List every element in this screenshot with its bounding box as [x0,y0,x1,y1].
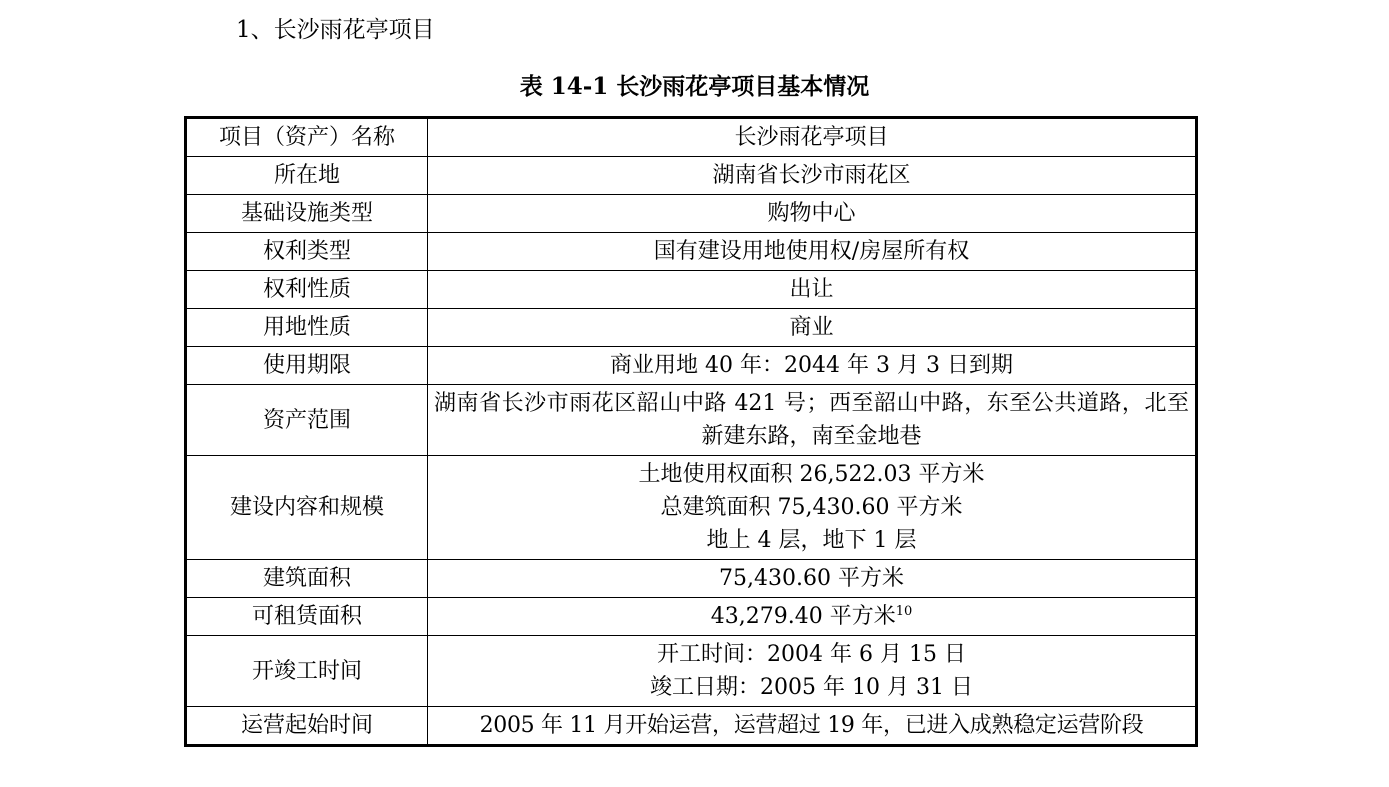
row-value-right-type [428,233,1197,271]
value-line: 75,430.60 平方米 [719,566,904,591]
row-label-start-completion-time: 开竣工时间 [186,636,428,707]
value-line: 出让 [789,277,834,302]
value-line: 开工时间：2004 年 6 月 15 日 [657,642,966,667]
row-value-term [428,347,1197,385]
value-line: 竣工日期：2005 年 10 月 31 日 [650,675,973,700]
row-value-project-name [428,118,1197,157]
row-value-right-nature [428,271,1197,309]
row-label-building-area: 建筑面积 [186,560,428,598]
row-label-infrastructure-type: 基础设施类型 [186,195,428,233]
value-line: 商业用地 40 年：2044 年 3 月 3 日到期 [610,353,1013,378]
value-line: 购物中心 [767,201,856,226]
table-row [186,560,1197,598]
leasable-area-text: 43,279.40 平方米 [710,604,896,629]
table-row [186,707,1197,746]
row-value-land-use [428,309,1197,347]
row-label-operation-start: 运营起始时间 [186,707,428,746]
row-label-location: 所在地 [186,157,428,195]
project-info-table [184,116,1198,747]
row-label-project-name: 项目（资产）名称 [186,118,428,157]
value-line: 总建筑面积 75,430.60 平方米 [660,495,963,520]
row-value-leasable-area [428,598,1197,636]
section-heading: 1、长沙雨花亭项目 [236,17,435,43]
row-label-asset-scope: 资产范围 [186,385,428,456]
value-line: 长沙雨花亭项目 [734,125,889,150]
row-value-construction-scale [428,456,1197,560]
table-row [186,636,1197,707]
row-label-land-use: 用地性质 [186,309,428,347]
value-line: 湖南省长沙市雨花区韶山中路 421 号；西至韶山中路，东至公共道路，北至新建东路，南至金地巷 [434,391,1189,449]
row-value-location [428,157,1197,195]
table-row [186,347,1197,385]
row-value-asset-scope [428,385,1197,456]
row-value-infrastructure-type [428,195,1197,233]
value-line: 土地使用权面积 26,522.03 平方米 [638,462,985,487]
table-row [186,598,1197,636]
row-label-term: 使用期限 [186,347,428,385]
row-label-right-nature: 权利性质 [186,271,428,309]
value-line: 商业 [789,315,834,340]
table-row [186,118,1197,157]
table-row [186,309,1197,347]
table-row [186,157,1197,195]
table-row [186,456,1197,560]
footnote-ref: 10 [895,604,913,619]
row-label-leasable-area: 可租赁面积 [186,598,428,636]
row-value-building-area [428,560,1197,598]
table-row [186,385,1197,456]
table-row [186,233,1197,271]
value-line: 地上 4 层，地下 1 层 [706,528,917,553]
value-line: 2005 年 11 月开始运营，运营超过 19 年，已进入成熟稳定运营阶段 [479,713,1144,738]
value-line: 湖南省长沙市雨花区 [712,163,911,188]
row-value-start-completion-time [428,636,1197,707]
row-label-right-type: 权利类型 [186,233,428,271]
value-line: 国有建设用地使用权/房屋所有权 [653,239,970,264]
row-label-construction-scale: 建设内容和规模 [186,456,428,560]
table-row [186,195,1197,233]
value-line [434,600,1189,633]
table-title: 表 14-1 长沙雨花亭项目基本情况 [519,73,870,100]
table-row [186,271,1197,309]
row-value-operation-start [428,707,1197,746]
